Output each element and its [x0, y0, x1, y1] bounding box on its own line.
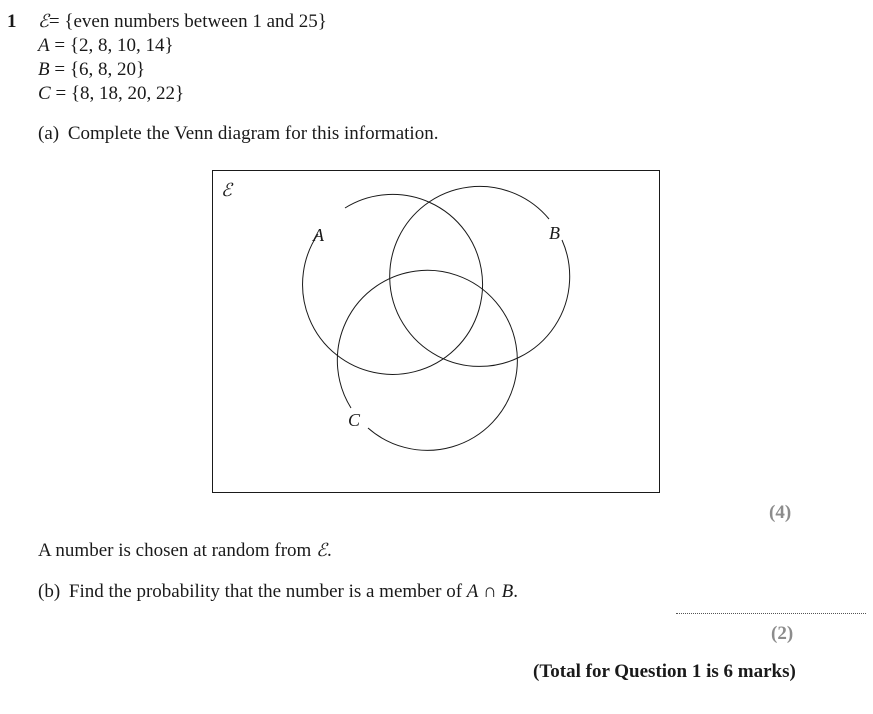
part-a-label: (a) [38, 123, 60, 144]
universal-set-box [213, 171, 660, 493]
set-a-name: A [38, 35, 50, 56]
set-c-name: C [38, 83, 51, 104]
part-b-set-b: B [501, 581, 514, 602]
circle-b [390, 186, 570, 366]
part-b-marks: (2) [771, 623, 794, 644]
part-b-set-a: A [466, 581, 479, 602]
part-b-end: . [513, 581, 518, 602]
venn-label-c: C [348, 410, 361, 430]
set-c-elements: = {8, 18, 20, 22} [50, 83, 185, 104]
part-b-label: (b) [38, 581, 61, 602]
universal-set-text: = {even numbers between 1 and 25} [48, 11, 327, 32]
venn-label-b: B [549, 223, 560, 243]
random-choice-text [38, 540, 332, 562]
question-number: 1 [7, 11, 17, 32]
part-b-text: Find the probability that the number is a member of [68, 581, 467, 602]
total-marks: (Total for Question 1 is 6 marks) [533, 661, 796, 682]
venn-label-a: A [313, 225, 324, 245]
answer-line[interactable] [676, 613, 866, 614]
set-b-name: B [38, 59, 50, 80]
circle-c [337, 270, 517, 450]
random-choice-symbol: ℰ [316, 540, 327, 561]
circle-a [303, 194, 483, 374]
venn-universal-label: ℰ [221, 180, 232, 200]
random-choice-body: A number is chosen at random from [38, 540, 317, 561]
part-a-marks: (4) [769, 502, 792, 523]
set-a-elements: = {2, 8, 10, 14} [49, 35, 174, 56]
universal-set-symbol: ℰ [38, 11, 49, 32]
set-b-elements: = {6, 8, 20} [49, 59, 146, 80]
part-b-prompt [38, 581, 518, 603]
random-choice-end: . [327, 540, 332, 561]
part-a-text: Complete the Venn diagram for this information. [67, 123, 439, 144]
part-b-intersection: ∩ [478, 581, 502, 602]
